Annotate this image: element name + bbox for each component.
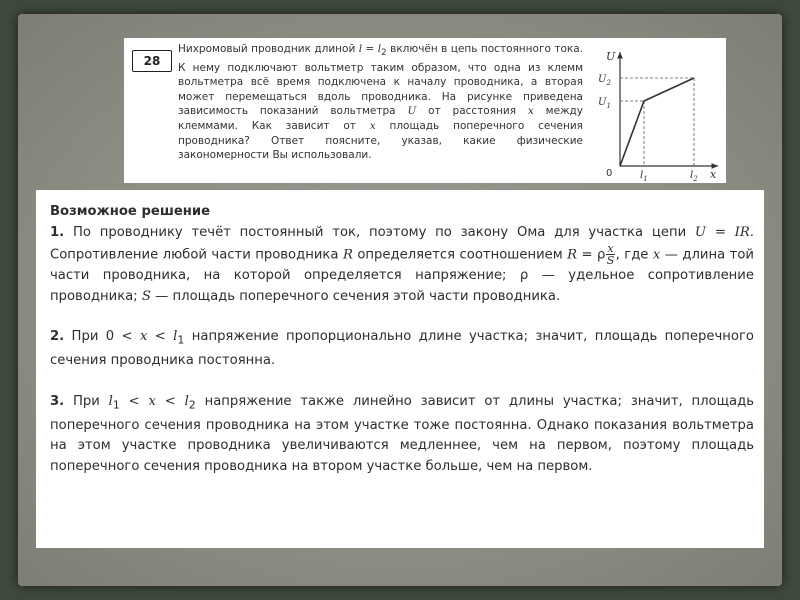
solution-step-2: 2. При $0 < x < l_1$ напряжение пропорционально длине участка; значит, площадь поперечного сечения проводника постоянна. xyxy=(50,329,754,369)
problem-text: Нихромовый проводник длиной $l = l_2$ включён в цепь постоянного тока. К нему подключают вольтметр таким образом, что одна из клемм вольтметра всё время подключена к началу проводника, а вторая может перемещаться вдоль проводника. На рисунке приведена зависимость показаний вольтметра U от расстояния x между клеммами. Как зависит от x площадь поперечного сечения проводника? Ответ поясните, указав, какие физические закономерности Вы использовали. xyxy=(178,43,583,162)
solution-step-3: 3. При $l_1 < x < l_2$ напряжение также линейно зависит от длины участка; значит, площадь поперечного сечения проводника на этом участке тоже постоянна. Однако показания вольтметра на этом участке проводника увеличиваются медленнее, чем на первом, поэтому площадь поперечного сечения проводника на втором участке больше, чем на первом. xyxy=(50,393,754,474)
solution-step-1: 1. По проводнику течёт постоянный ток, поэтому по закону Ома для участка цепи U = IR. Сопротивление любой части проводника R определяется соотношением R = ρ $\frac{x}{S}$ , где x — длина той части проводника, на которой определяется напряжение; ρ — удельное сопротивление проводника; S — площадь поперечного сечения этой части проводника. xyxy=(50,224,754,304)
y-axis-label: U xyxy=(606,50,616,63)
origin-label: 0 xyxy=(606,168,613,179)
u1-label: $U_1$ xyxy=(598,97,611,110)
u2-label: $U_2$ xyxy=(598,74,611,87)
voltage-curve xyxy=(620,78,694,166)
l1-label: $l_1$ xyxy=(640,170,648,183)
voltage-graph xyxy=(594,42,722,183)
solution-card xyxy=(36,190,764,548)
solution-heading: Возможное решение xyxy=(50,204,211,219)
problem-card xyxy=(124,38,726,183)
problem-number: 28 xyxy=(132,50,172,72)
x-axis-label: x xyxy=(710,168,717,181)
solution-body xyxy=(50,202,754,477)
l2-label: $l_2$ xyxy=(690,170,698,183)
